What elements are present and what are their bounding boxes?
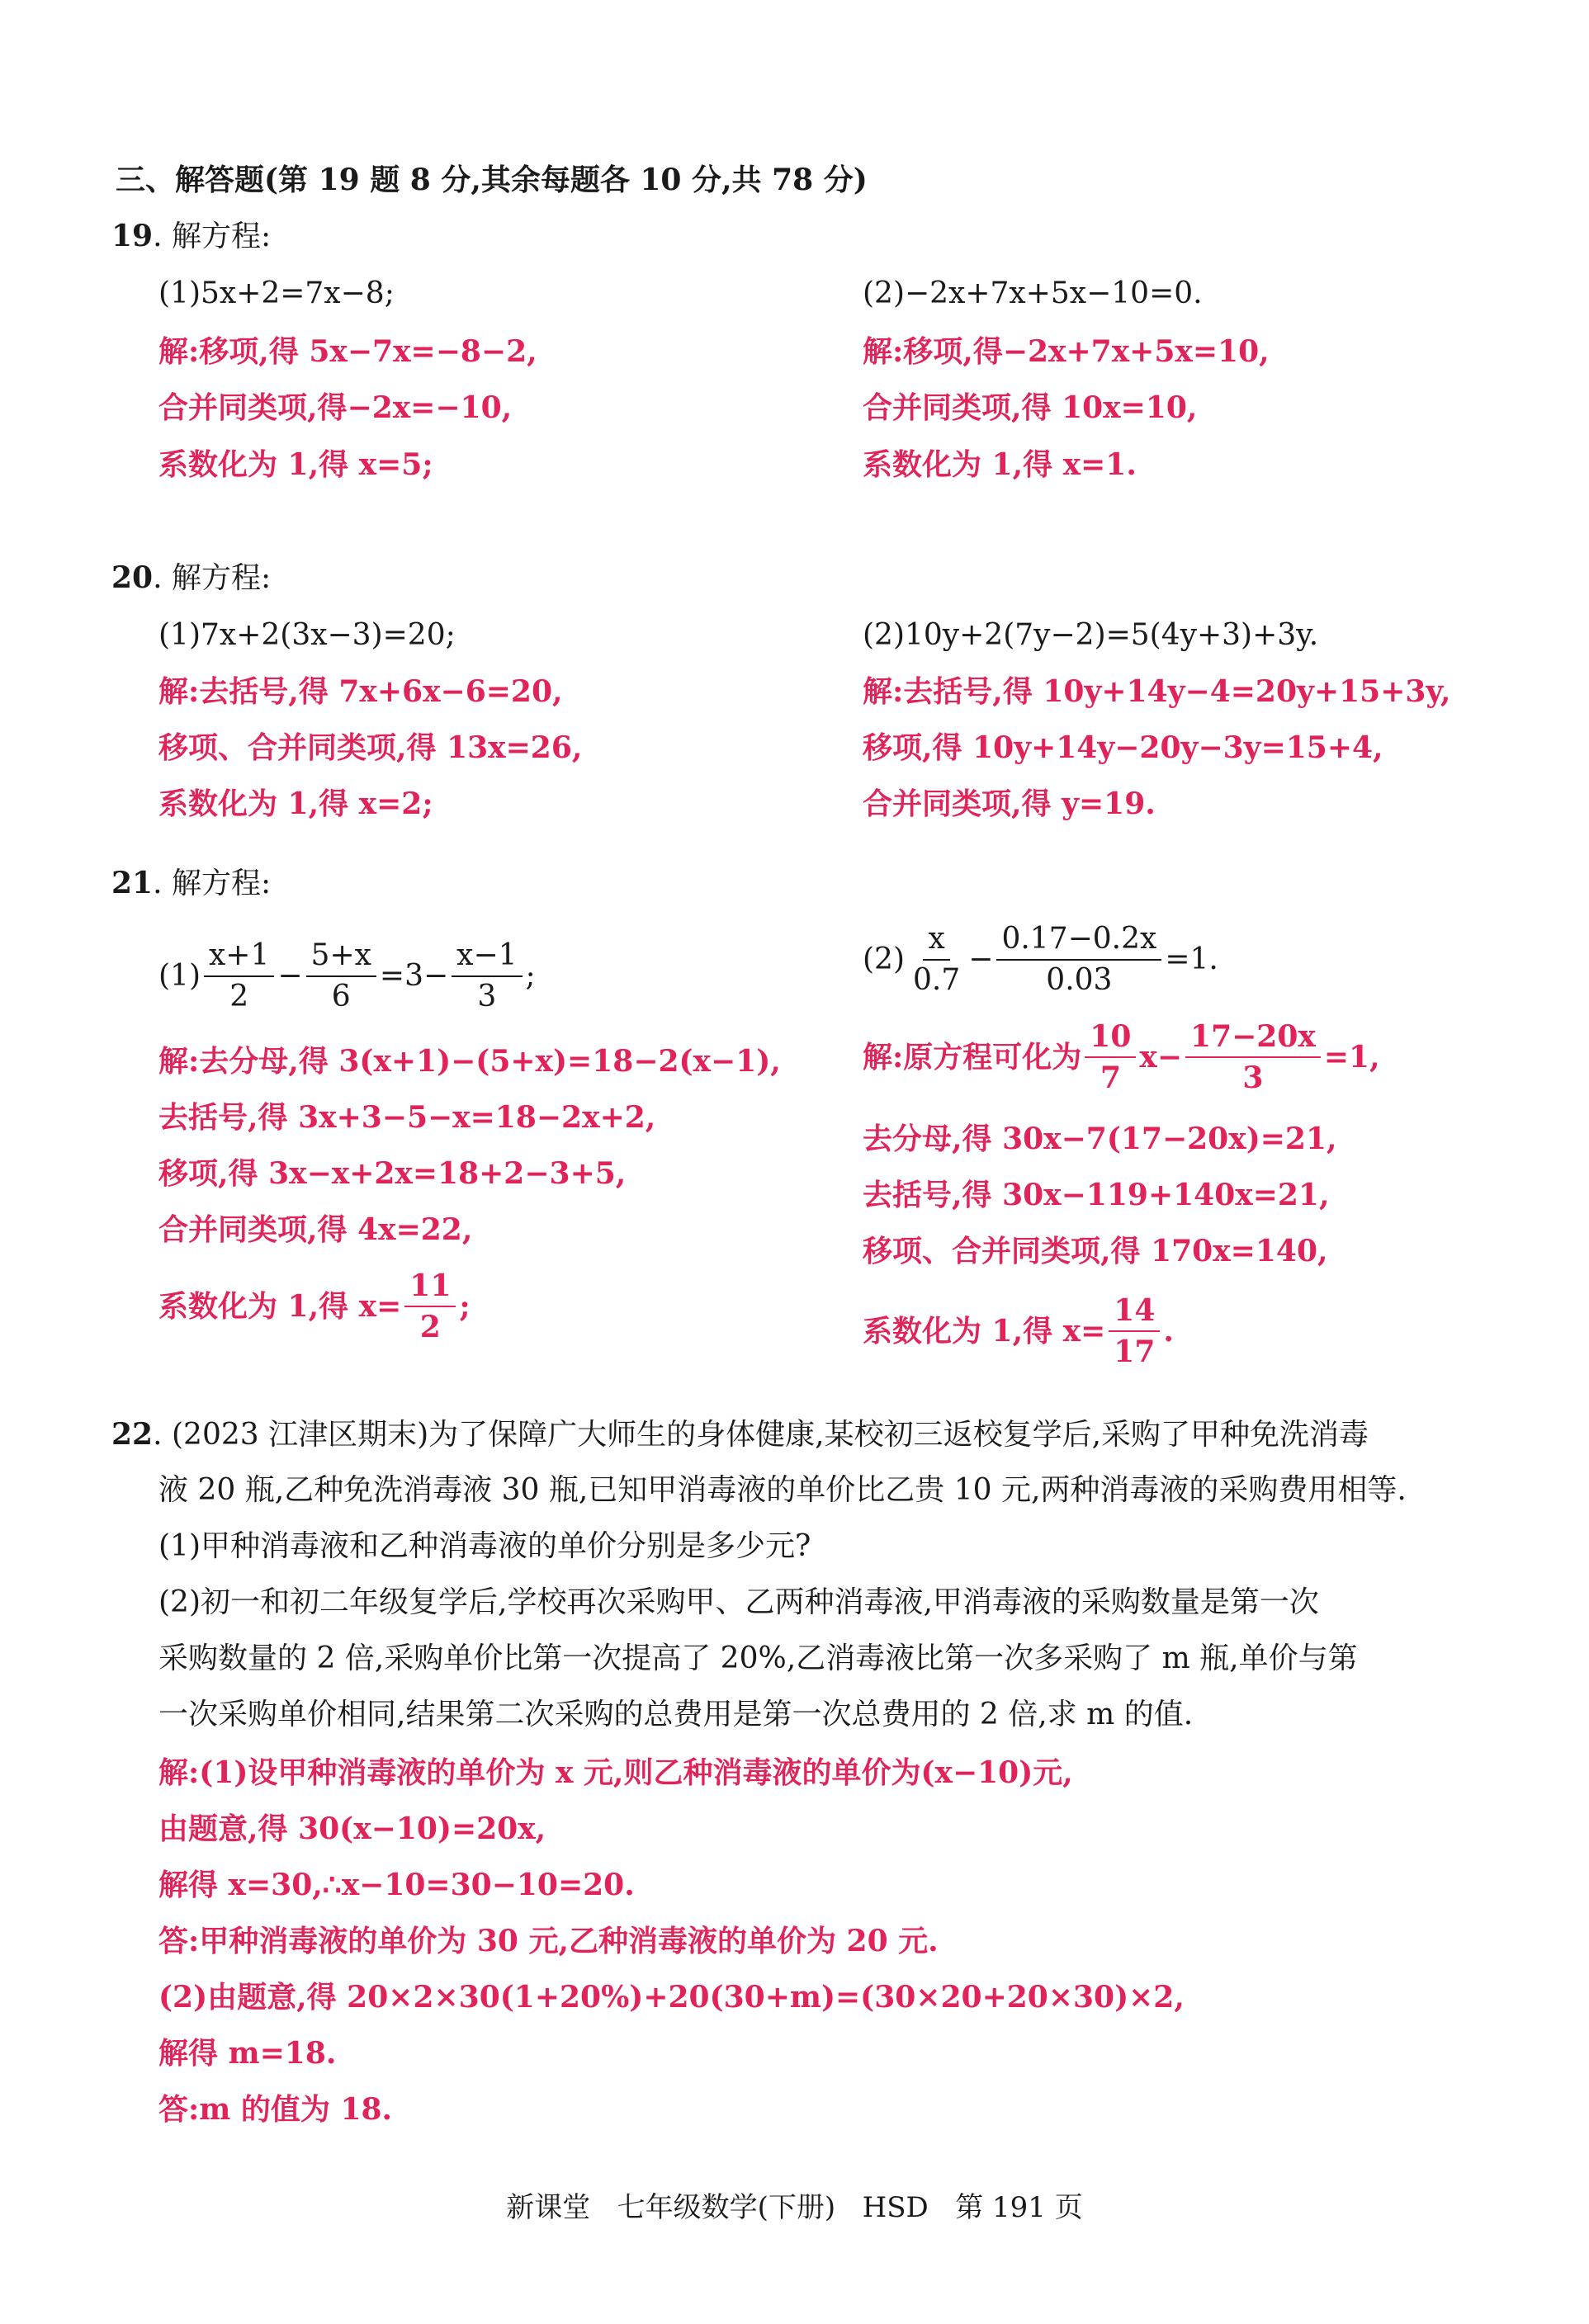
page-footer: 新课堂 七年级数学(下册) HSD 第 191 页 [506, 2191, 1083, 2224]
q21-part1-question [158, 938, 536, 1013]
section-header: 三、解答题(第 19 题 8 分,其余每题各 10 分,共 78 分) [116, 163, 868, 197]
fraction [404, 1268, 456, 1344]
denominator: 3 [477, 980, 497, 1013]
question-instruction: . 解方程: [153, 867, 272, 900]
q19-part1-step: 系数化为 1,得 x=5; [158, 447, 433, 482]
question-22-line: (2)初一和初二年级复学后,学校再次采购甲、乙两种消毒液,甲消毒液的采购数量是第一次 [158, 1585, 1319, 1619]
question-19-title [111, 221, 271, 252]
problem-text: . (2023 江津区期末)为了保障广大师生的身体健康,某校初三返校复学后,采购了甲种免洗消毒 [153, 1418, 1369, 1452]
operator: − [277, 959, 303, 993]
punctuation: ; [525, 959, 536, 993]
q20-part2-step: 解:去括号,得 10y+14y−4=20y+15+3y, [863, 674, 1451, 709]
q20-part2-step: 移项,得 10y+14y−20y−3y=15+4, [863, 730, 1383, 765]
numerator: x−1 [452, 941, 522, 977]
q22-solution-line: 解得 m=18. [158, 2036, 337, 2071]
step-text: 系数化为 1,得 x= [158, 1289, 402, 1324]
denominator: 6 [331, 980, 351, 1013]
q22-solution-line: (2)由题意,得 20×2×30(1+20%)+20(30+m)=(30×20+20×30)×2, [158, 1980, 1185, 2015]
q19-part2-step: 合并同类项,得 10x=10, [863, 390, 1198, 425]
operator: x− [1139, 1040, 1183, 1075]
fraction [908, 924, 965, 995]
part-label: (1) [158, 959, 201, 993]
question-instruction: . 解方程: [153, 220, 272, 253]
operator: − [968, 942, 994, 976]
operator: =1. [1165, 942, 1218, 976]
question-number: 21 [111, 866, 154, 900]
q19-part1-step: 解:移项,得 5x−7x=−8−2, [158, 334, 537, 369]
denominator: 0.03 [1046, 963, 1113, 997]
numerator: x [923, 924, 949, 961]
q19-part2-step: 解:移项,得−2x+7x+5x=10, [863, 334, 1270, 369]
q22-solution-line: 答:m 的值为 18. [158, 2092, 393, 2127]
denominator: 2 [229, 980, 249, 1013]
question-number: 20 [111, 560, 154, 595]
numerator: 0.17−0.2x [996, 924, 1161, 961]
question-instruction: . 解方程: [153, 561, 272, 595]
operator: =1, [1323, 1040, 1380, 1075]
q21-part1-step: 去括号,得 3x+3−5−x=18−2x+2, [158, 1100, 656, 1135]
step-text: 系数化为 1,得 x= [863, 1314, 1106, 1349]
q19-part2-step: 系数化为 1,得 x=1. [863, 447, 1137, 482]
q22-solution-line: 解得 x=30,∴x−10=30−10=20. [158, 1868, 635, 1902]
q22-solution-line: 解:(1)设甲种消毒液的单价为 x 元,则乙种消毒液的单价为(x−10)元, [158, 1755, 1073, 1790]
punctuation: ; [459, 1289, 471, 1324]
part-label: (2) [863, 942, 905, 976]
operator: =3− [379, 959, 449, 993]
question-22-line: 液 20 瓶,乙种免洗消毒液 30 瓶,已知甲消毒液的单价比乙贵 10 元,两种消毒液的采购费用相等. [158, 1473, 1407, 1507]
q21-part2-step: 移项、合并同类项,得 170x=140, [863, 1234, 1328, 1268]
denominator: 0.7 [913, 963, 961, 997]
q21-part1-final-step [158, 1268, 471, 1344]
fraction [1085, 1019, 1136, 1095]
question-21-title [111, 868, 271, 899]
numerator: 14 [1109, 1296, 1160, 1332]
question-22-line [111, 1419, 1369, 1450]
q22-solution-line: 答:甲种消毒液的单价为 30 元,乙种消毒液的单价为 20 元. [158, 1924, 939, 1958]
question-20-title [111, 560, 272, 595]
fraction [452, 938, 522, 1013]
q20-part1-step: 解:去括号,得 7x+6x−6=20, [158, 674, 563, 709]
step-text: 解:原方程可化为 [863, 1040, 1082, 1075]
q20-part1-step: 系数化为 1,得 x=2; [158, 786, 433, 821]
question-number: 22 [111, 1417, 154, 1452]
denominator: 17 [1114, 1334, 1156, 1369]
numerator: 10 [1085, 1022, 1136, 1058]
q20-part1-question: (1)7x+2(3x−3)=20; [158, 618, 456, 652]
q21-part1-step: 合并同类项,得 4x=22, [158, 1212, 473, 1247]
q21-part1-step: 解:去分母,得 3(x+1)−(5+x)=18−2(x−1), [158, 1044, 781, 1079]
question-22-line: 一次采购单价相同,结果第二次采购的总费用是第一次总费用的 2 倍,求 m 的值. [158, 1698, 1194, 1731]
question-22-line: (1)甲种消毒液和乙种消毒液的单价分别是多少元? [158, 1529, 811, 1563]
q21-part1-step: 移项,得 3x−x+2x=18+2−3+5, [158, 1156, 627, 1191]
numerator: 11 [404, 1271, 456, 1307]
fraction [204, 938, 274, 1013]
q21-part2-question [863, 924, 1218, 995]
q21-part2-step: 去括号,得 30x−119+140x=21, [863, 1178, 1330, 1212]
q19-part1-step: 合并同类项,得−2x=−10, [158, 390, 513, 425]
denominator: 2 [419, 1310, 441, 1344]
q19-part2-question: (2)−2x+7x+5x−10=0. [863, 276, 1203, 310]
q21-part2-step1 [863, 1019, 1380, 1095]
q21-part2-step: 去分母,得 30x−7(17−20x)=21, [863, 1122, 1337, 1156]
q21-part2-final-step [863, 1293, 1174, 1369]
fraction [1185, 1019, 1321, 1095]
denominator: 3 [1242, 1060, 1264, 1095]
fraction [1109, 1293, 1160, 1369]
fraction [996, 924, 1161, 995]
q20-part2-step: 合并同类项,得 y=19. [863, 786, 1156, 821]
punctuation: . [1163, 1314, 1174, 1349]
question-22-line: 采购数量的 2 倍,采购单价比第一次提高了 20%,乙消毒液比第一次多采购了 m 瓶,单价与第 [158, 1641, 1358, 1675]
q20-part1-step: 移项、合并同类项,得 13x=26, [158, 730, 583, 765]
q19-part1-question: (1)5x+2=7x−8; [158, 276, 395, 310]
fraction [306, 938, 376, 1013]
question-number: 19 [111, 219, 154, 253]
denominator: 7 [1100, 1060, 1121, 1095]
numerator: 17−20x [1185, 1022, 1321, 1058]
q20-part2-question: (2)10y+2(7y−2)=5(4y+3)+3y. [863, 618, 1319, 652]
q22-solution-line: 由题意,得 30(x−10)=20x, [158, 1811, 546, 1846]
numerator: x+1 [204, 941, 274, 977]
numerator: 5+x [306, 941, 376, 977]
